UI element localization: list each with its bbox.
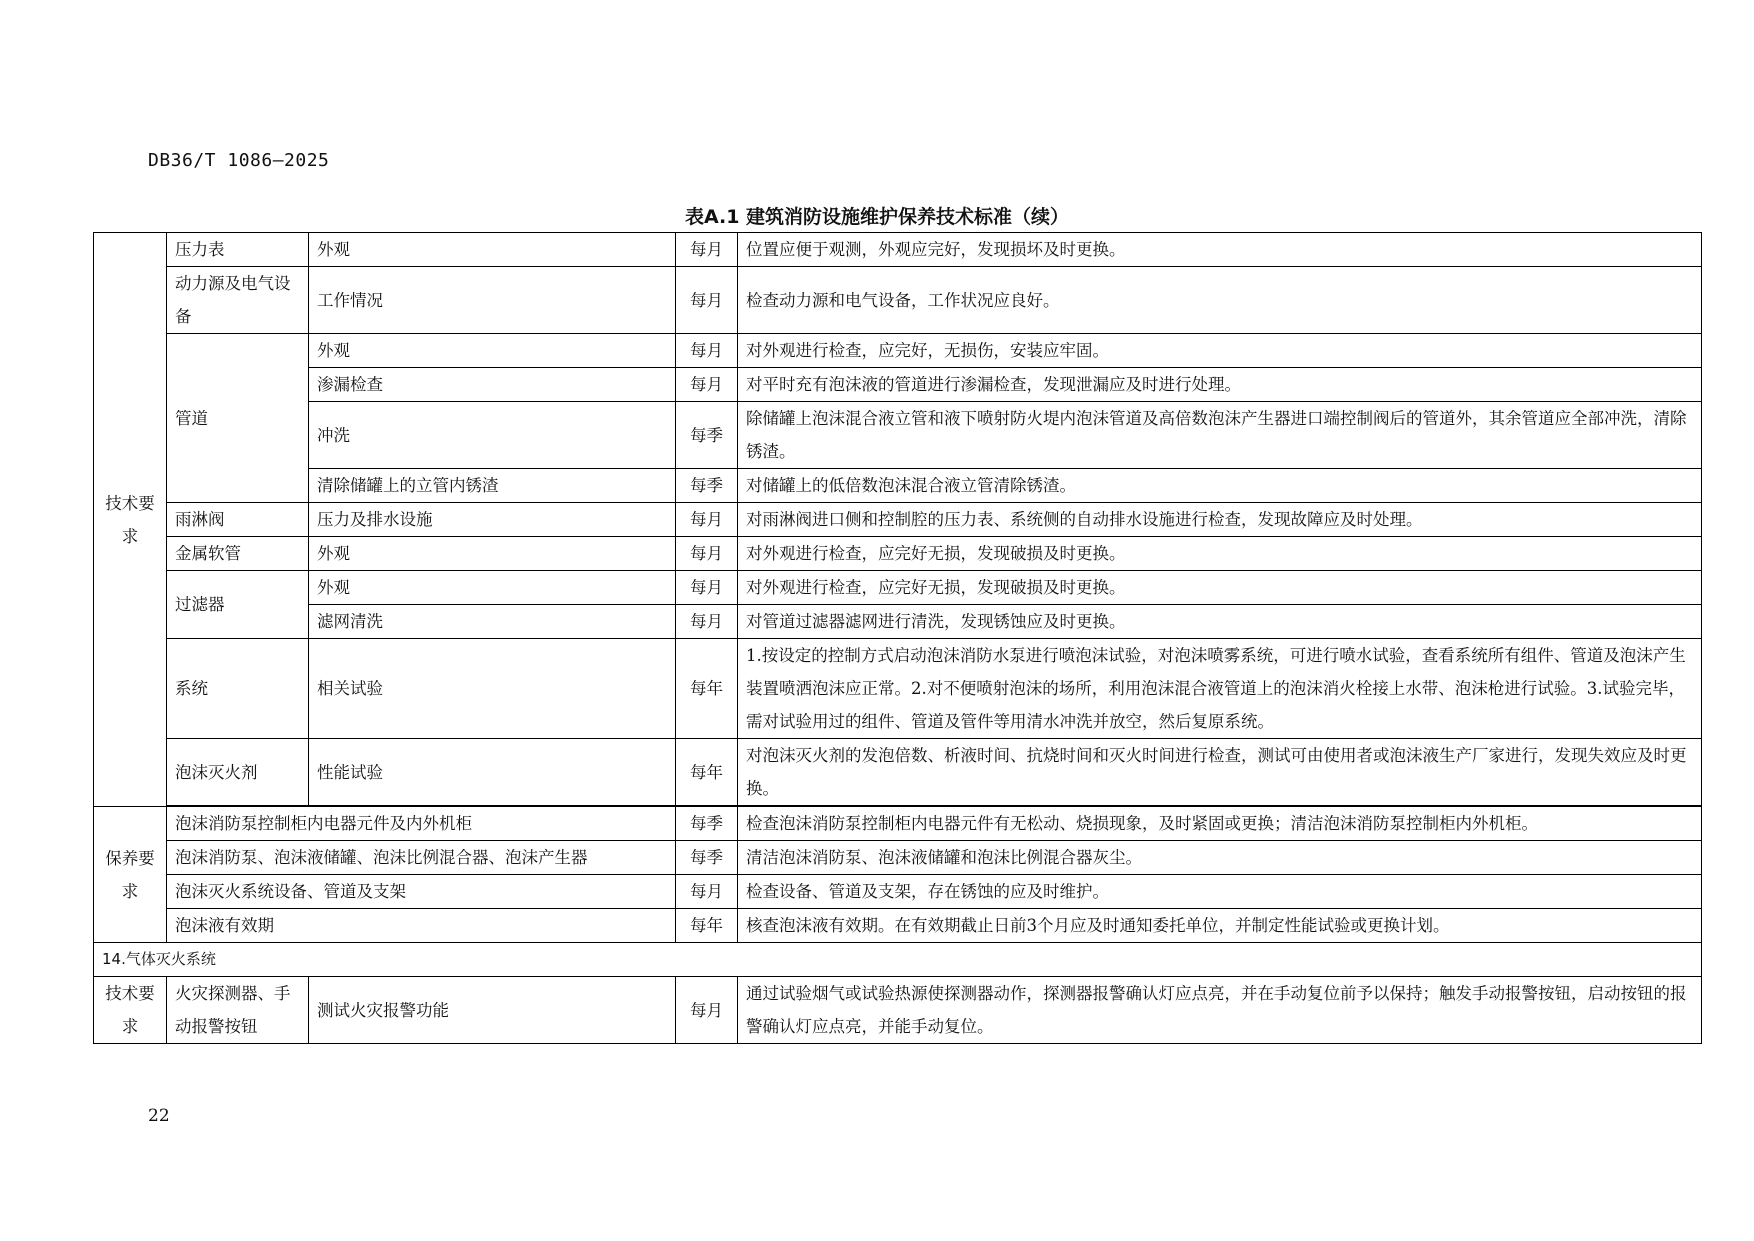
table-row (94, 537, 1702, 571)
table-row (94, 368, 1702, 402)
content-cell: 外观 (309, 571, 676, 605)
frequency-cell: 每年 (676, 639, 738, 739)
requirement-cell: 检查泡沫消防泵控制柜内电器元件有无松动、烧损现象，及时紧固或更换；清洁泡沫消防泵控制柜内外机柜。 (738, 807, 1702, 841)
table-row (94, 267, 1702, 334)
maintenance-standard-table (93, 232, 1702, 1044)
table-row (94, 233, 1702, 267)
content-cell: 工作情况 (309, 267, 676, 334)
document-code: DB36/T 1086—2025 (148, 150, 330, 171)
content-cell: 外观 (309, 537, 676, 571)
item-cell: 泡沫消防泵控制柜内电器元件及内外机柜 (167, 807, 676, 841)
item-cell: 火灾探测器、手动报警按钮 (167, 977, 309, 1044)
item-cell: 金属软管 (167, 537, 309, 571)
content-cell: 滤网清洗 (309, 605, 676, 639)
frequency-cell: 每月 (676, 605, 738, 639)
content-cell: 渗漏检查 (309, 368, 676, 402)
table-row (94, 841, 1702, 875)
item-cell: 雨淋阀 (167, 503, 309, 537)
table-row (94, 875, 1702, 909)
item-cell: 动力源及电气设备 (167, 267, 309, 334)
frequency-cell: 每月 (676, 977, 738, 1044)
item-cell: 泡沫灭火剂 (167, 739, 309, 806)
frequency-cell: 每年 (676, 739, 738, 806)
requirement-cell: 除储罐上泡沫混合液立管和液下喷射防火堤内泡沫管道及高倍数泡沫产生器进口端控制阀后的管道外，其余管道应全部冲洗，清除锈渣。 (738, 402, 1702, 469)
frequency-cell: 每季 (676, 402, 738, 469)
content-cell: 外观 (309, 233, 676, 267)
frequency-cell: 每月 (676, 334, 738, 368)
frequency-cell: 每年 (676, 909, 738, 943)
category-tech: 技术要求 (94, 977, 167, 1044)
requirement-cell: 对外观进行检查，应完好，无损伤，安装应牢固。 (738, 334, 1702, 368)
table-row (94, 943, 1702, 977)
section-heading: 14.气体灭火系统 (94, 943, 1702, 977)
requirement-cell: 对雨淋阀进口侧和控制腔的压力表、系统侧的自动排水设施进行检查，发现故障应及时处理。 (738, 503, 1702, 537)
requirement-cell: 对储罐上的低倍数泡沫混合液立管清除锈渣。 (738, 469, 1702, 503)
table-row (94, 571, 1702, 605)
table-row (94, 977, 1702, 1044)
table-row (94, 639, 1702, 739)
frequency-cell: 每月 (676, 233, 738, 267)
requirement-cell: 位置应便于观测，外观应完好，发现损坏及时更换。 (738, 233, 1702, 267)
content-cell: 清除储罐上的立管内锈渣 (309, 469, 676, 503)
table-title: 表A.1 建筑消防设施维护保养技术标准（续） (684, 206, 1070, 228)
content-cell: 相关试验 (309, 639, 676, 739)
frequency-cell: 每月 (676, 368, 738, 402)
table-row (94, 605, 1702, 639)
requirement-cell: 核查泡沫液有效期。在有效期截止日前3个月应及时通知委托单位，并制定性能试验或更换计划。 (738, 909, 1702, 943)
frequency-cell: 每季 (676, 469, 738, 503)
table-row (94, 402, 1702, 469)
content-cell: 性能试验 (309, 739, 676, 806)
frequency-cell: 每月 (676, 503, 738, 537)
frequency-cell: 每月 (676, 875, 738, 909)
content-cell: 外观 (309, 334, 676, 368)
frequency-cell: 每月 (676, 267, 738, 334)
frequency-cell: 每月 (676, 537, 738, 571)
item-cell: 泡沫灭火系统设备、管道及支架 (167, 875, 676, 909)
content-cell: 压力及排水设施 (309, 503, 676, 537)
frequency-cell: 每月 (676, 571, 738, 605)
table-row (94, 469, 1702, 503)
item-cell: 过滤器 (167, 571, 309, 639)
item-cell: 系统 (167, 639, 309, 739)
requirement-cell: 检查动力源和电气设备，工作状况应良好。 (738, 267, 1702, 334)
item-cell: 管道 (167, 334, 309, 503)
category-maintenance: 保养要求 (94, 807, 167, 943)
category-tech: 技术要求 (94, 233, 167, 807)
requirement-cell: 1.按设定的控制方式启动泡沫消防水泵进行喷泡沫试验，对泡沫喷雾系统，可进行喷水试验，查看系统所有组件、管道及泡沫产生装置喷洒泡沫应正常。2.对不便喷射泡沫的场所，利用泡沫混合液管道上的泡沫消火栓接上水带、泡沫枪进行试验。3.试验完毕，需对试验用过的组件、管道及管件等用清水冲洗并放空，然后复原系统。 (738, 639, 1702, 739)
content-cell: 测试火灾报警功能 (309, 977, 676, 1044)
requirement-cell: 对泡沫灭火剂的发泡倍数、析液时间、抗烧时间和灭火时间进行检查，测试可由使用者或泡沫液生产厂家进行，发现失效应及时更换。 (738, 739, 1702, 806)
item-cell: 泡沫液有效期 (167, 909, 676, 943)
frequency-cell: 每季 (676, 807, 738, 841)
requirement-cell: 对平时充有泡沫液的管道进行渗漏检查，发现泄漏应及时进行处理。 (738, 368, 1702, 402)
table-row (94, 334, 1702, 368)
item-cell: 泡沫消防泵、泡沫液储罐、泡沫比例混合器、泡沫产生器 (167, 841, 676, 875)
requirement-cell: 通过试验烟气或试验热源使探测器动作，探测器报警确认灯应点亮，并在手动复位前予以保持；触发手动报警按钮，启动按钮的报警确认灯应点亮，并能手动复位。 (738, 977, 1702, 1044)
requirement-cell: 对外观进行检查，应完好无损，发现破损及时更换。 (738, 571, 1702, 605)
requirement-cell: 清洁泡沫消防泵、泡沫液储罐和泡沫比例混合器灰尘。 (738, 841, 1702, 875)
table-row (94, 807, 1702, 841)
page-number: 22 (148, 1106, 170, 1126)
content-cell: 冲洗 (309, 402, 676, 469)
frequency-cell: 每季 (676, 841, 738, 875)
item-cell: 压力表 (167, 233, 309, 267)
requirement-cell: 对管道过滤器滤网进行清洗，发现锈蚀应及时更换。 (738, 605, 1702, 639)
table-row (94, 909, 1702, 943)
table-row (94, 739, 1702, 806)
requirement-cell: 检查设备、管道及支架，存在锈蚀的应及时维护。 (738, 875, 1702, 909)
requirement-cell: 对外观进行检查，应完好无损，发现破损及时更换。 (738, 537, 1702, 571)
table-row (94, 503, 1702, 537)
